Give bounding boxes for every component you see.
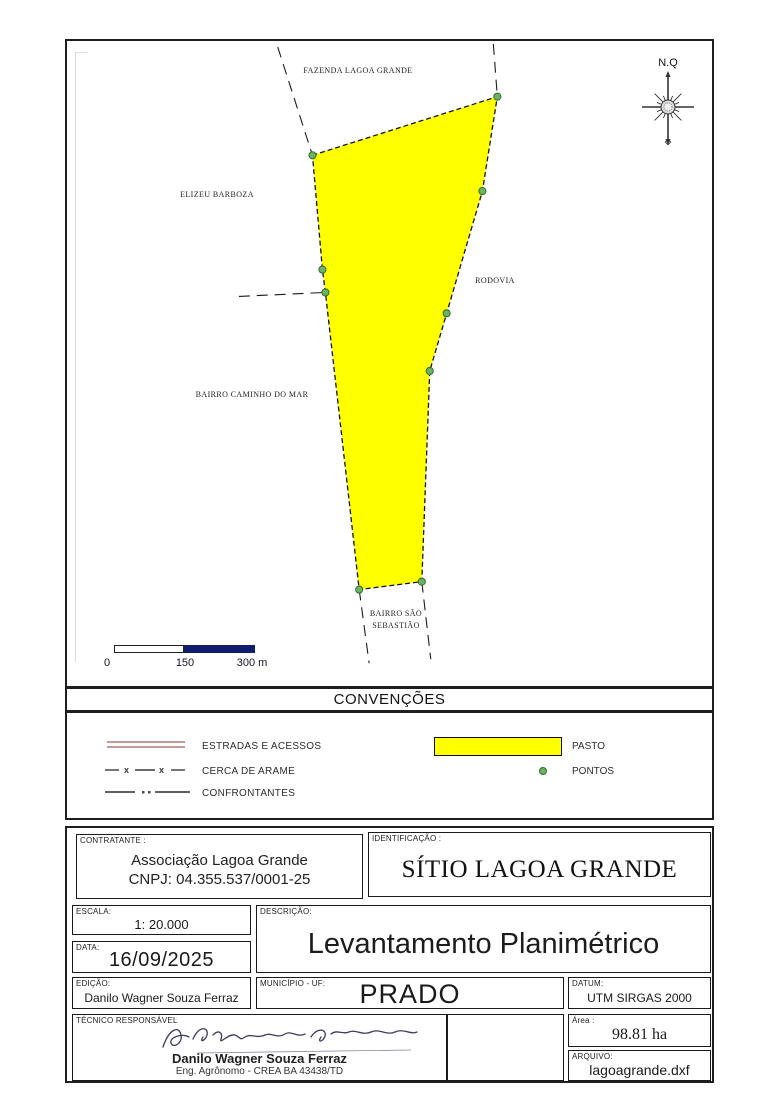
field-edicao — [72, 977, 251, 1009]
field-label: IDENTIFICAÇÃO : — [372, 834, 442, 843]
compass-rose-icon — [628, 69, 708, 147]
empty-cell — [447, 1014, 564, 1081]
scale-bar-near-segment — [114, 645, 184, 653]
fence-symbol-icon — [105, 762, 205, 778]
pasture-swatch — [434, 737, 562, 756]
scale-tick-150: 150 — [175, 657, 195, 669]
legend-label-roads: ESTRADAS E ACESSOS — [202, 741, 322, 752]
field-label: DATUM: — [572, 979, 604, 988]
field-data — [72, 941, 251, 973]
field-identificacao — [368, 832, 711, 897]
field-label: MUNICÍPIO - UF: — [260, 979, 326, 988]
field-contratante — [76, 834, 363, 899]
legend-label-points: PONTOS — [572, 766, 615, 777]
scale-bar-far-segment — [184, 645, 255, 653]
datum-value: UTM SIRGAS 2000 — [587, 990, 692, 1005]
legend-label-pasture: PASTO — [572, 741, 605, 752]
edition-value: Danilo Wagner Souza Ferraz — [84, 990, 239, 1005]
scale-tick-0: 0 — [104, 657, 111, 669]
road-label-rodovia: RODOVIA — [475, 276, 515, 285]
field-label: ESCALA: — [76, 907, 112, 916]
legend-title-bar — [65, 687, 714, 712]
legend-label-boundary: CONFRONTANTES — [202, 788, 296, 799]
neighbor-label-elizeu: ELIZEU BARBOZA — [180, 190, 254, 199]
date-value: 16/09/2025 — [108, 948, 215, 971]
municipality-value: PRADO — [359, 978, 461, 1009]
title-block — [65, 826, 714, 1083]
scale-tick-300: 300 m — [236, 657, 268, 669]
field-label: TÉCNICO RESPONSÁVEL — [76, 1016, 178, 1025]
legend-panel — [65, 711, 714, 820]
legend-row-fence — [105, 762, 205, 778]
field-escala — [72, 905, 251, 935]
file-name-value: lagoagrande.dxf — [589, 1062, 690, 1078]
field-tecnico-responsavel — [72, 1014, 447, 1081]
svg-text:x: x — [159, 765, 165, 775]
survey-map-drawing — [67, 41, 712, 686]
map-viewport — [65, 39, 714, 688]
neighbor-label-bairro-sao: BAIRRO SÃO SEBASTIÃO — [369, 609, 423, 630]
field-datum — [568, 977, 711, 1009]
legend-row-boundary — [105, 784, 205, 800]
boundary-symbol-icon — [105, 784, 205, 800]
north-label: N.Q — [658, 57, 678, 69]
field-label: DATA: — [76, 943, 100, 952]
contratante-name: Associação Lagoa Grande — [131, 851, 308, 869]
neighbor-label-fazenda: FAZENDA LAGOA GRANDE — [303, 66, 413, 75]
technician-name: Danilo Wagner Souza Ferraz — [171, 1051, 348, 1066]
legend-title: CONVENÇÕES — [333, 691, 446, 708]
field-area — [568, 1014, 711, 1047]
svg-text:x: x — [124, 765, 130, 775]
field-label: EDIÇÃO: — [76, 979, 111, 988]
technician-credential: Eng. Agrônomo - CREA BA 43438/TD — [175, 1066, 344, 1077]
scale-value: 1: 20.000 — [134, 916, 189, 932]
field-label: Área : — [572, 1016, 595, 1025]
field-label: CONTRATANTE : — [80, 836, 146, 845]
field-label: DESCRIÇÃO: — [260, 907, 312, 916]
point-dot-icon — [539, 767, 547, 775]
legend-row-roads — [105, 737, 205, 753]
road-symbol-icon — [105, 737, 205, 753]
property-name: SÍTIO LAGOA GRANDE — [401, 855, 678, 883]
legend-label-fence: CERCA DE ARAME — [202, 766, 296, 777]
contratante-cnpj: CNPJ: 04.355.537/0001-25 — [128, 870, 311, 888]
field-municipio — [256, 977, 564, 1009]
neighbor-label-bairro-caminho: BAIRRO CAMINHO DO MAR — [195, 390, 309, 399]
field-arquivo — [568, 1050, 711, 1081]
field-descricao — [256, 905, 711, 973]
area-value: 98.81 ha — [611, 1025, 668, 1043]
field-label: ARQUIVO: — [572, 1052, 613, 1061]
description-value: Levantamento Planimétrico — [307, 927, 660, 960]
